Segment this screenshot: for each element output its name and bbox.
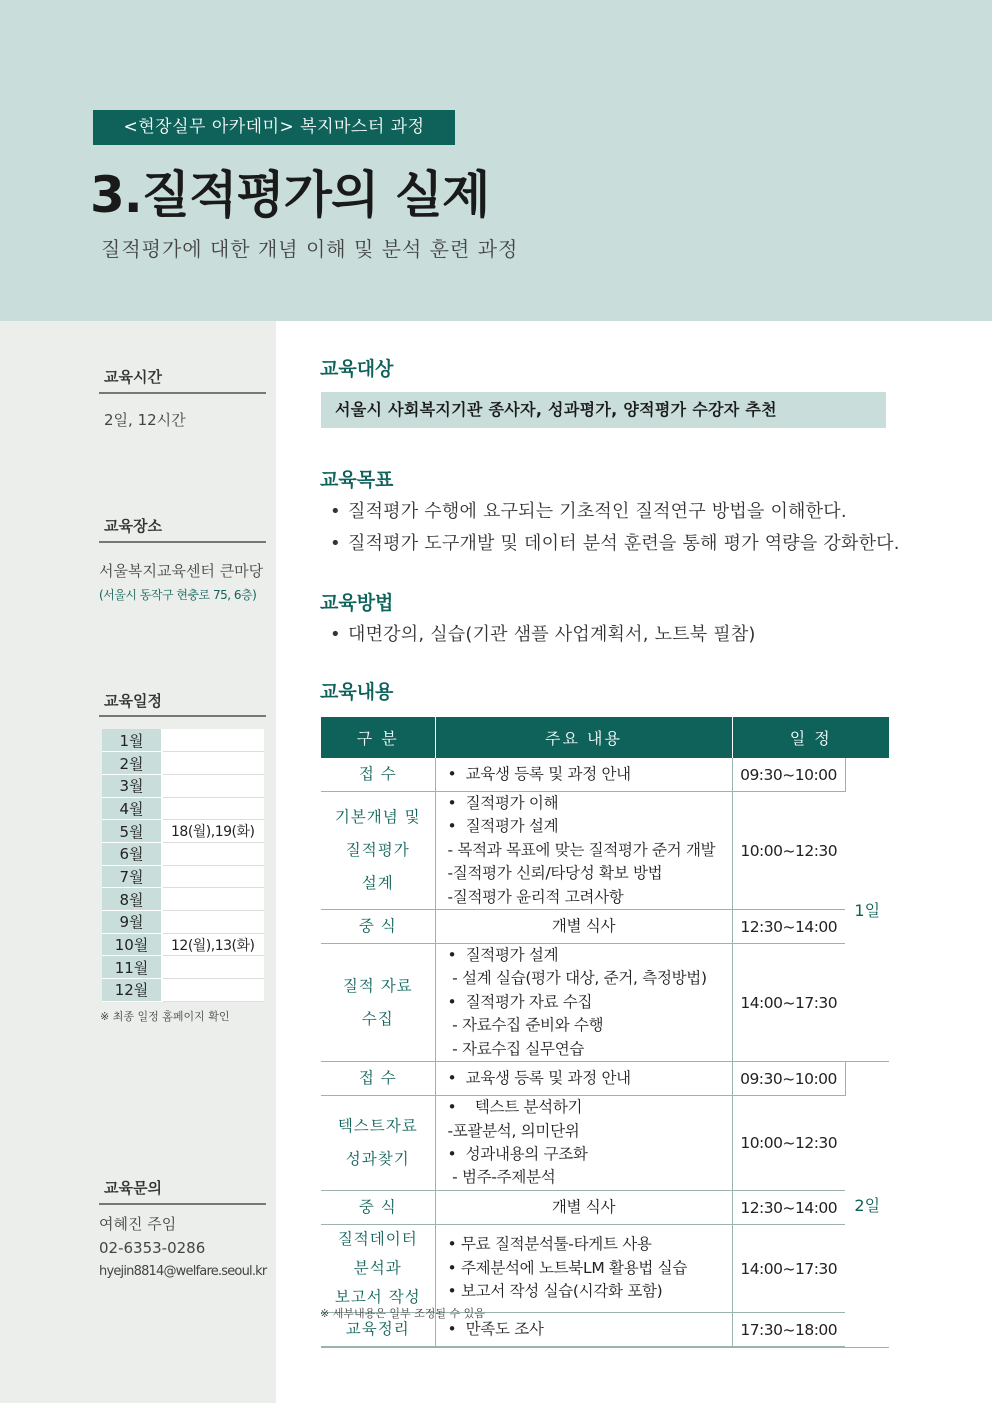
contact-email: hyejin8814@welfare.seoul.kr: [99, 1264, 267, 1279]
schedule-category: 기본개념 및 질적평가 설계: [321, 792, 435, 910]
month-calendar: [102, 729, 264, 1002]
calendar-dates: 18(월),19(화): [162, 820, 264, 843]
schedule-time: 17:30~18:00: [732, 1313, 845, 1348]
calendar-dates: [162, 842, 264, 865]
schedule-category: 질적데이터 분석과 보고서 작성: [321, 1225, 435, 1313]
divider: [99, 715, 266, 717]
goal-item: • 질적평가 도구개발 및 데이터 분석 훈련을 통해 평가 역량을 강화한다.: [330, 533, 900, 554]
place-value: 서울복지교육센터 큰마당: [99, 562, 264, 580]
calendar-dates: [162, 797, 264, 820]
calendar-month: 4월: [102, 797, 162, 820]
schedule-day: 2일: [845, 1062, 889, 1348]
schedule-row: [321, 1096, 889, 1191]
divider: [99, 541, 266, 543]
header-banner: [0, 0, 992, 321]
schedule-time: 14:00~17:30: [732, 944, 845, 1062]
schedule-time: 12:30~14:00: [732, 910, 845, 944]
schedule-table: [321, 717, 889, 1348]
contact-heading: 교육문의: [104, 1179, 162, 1197]
calendar-dates: [162, 911, 264, 934]
calendar-row: [102, 956, 264, 979]
calendar-dates: [162, 956, 264, 979]
target-heading: 교육대상: [320, 358, 394, 380]
content-heading: 교육내용: [320, 681, 394, 703]
column-header: 주요 내용: [435, 717, 732, 758]
schedule-row: [321, 1191, 889, 1225]
divider: [99, 392, 266, 394]
schedule-time: 12:30~14:00: [732, 1191, 845, 1225]
schedule-category: 질적 자료 수집: [321, 944, 435, 1062]
goal-item: • 질적평가 수행에 요구되는 기초적인 질적연구 방법을 이해한다.: [330, 501, 847, 522]
schedule-time: 09:30~10:00: [732, 758, 845, 792]
course-badge: <현장실무 아카데미> 복지마스터 과정: [93, 110, 455, 145]
column-header: 일 정: [732, 717, 889, 758]
schedule-row: [321, 758, 889, 792]
calendar-dates: [162, 888, 264, 911]
method-heading: 교육방법: [320, 592, 394, 614]
calendar-month: 3월: [102, 774, 162, 797]
method-item: • 대면강의, 실습(기관 샘플 사업계획서, 노트북 필참): [330, 624, 756, 645]
schedule-time: 14:00~17:30: [732, 1225, 845, 1313]
schedule-row: [321, 1225, 889, 1313]
calendar-heading: 교육일정: [104, 692, 162, 710]
target-value: 서울시 사회복지기관 종사자, 성과평가, 양적평가 수강자 추천: [321, 392, 886, 428]
calendar-month: 5월: [102, 820, 162, 843]
place-address: (서울시 동작구 현충로 75, 6층): [99, 588, 257, 602]
time-value: 2일, 12시간: [104, 411, 186, 429]
schedule-day: 1일: [845, 758, 889, 1062]
calendar-row: [102, 865, 264, 888]
calendar-note: ※ 최종 일정 홈페이지 확인: [100, 1010, 230, 1023]
schedule-content: • 무료 질적분석툴-타게트 사용 • 주제분석에 노트북LM 활용법 실습 • 보고서 작성 실습(시각화 포함): [435, 1225, 732, 1313]
schedule-category: 중 식: [321, 1191, 435, 1225]
schedule-category: 접 수: [321, 1062, 435, 1096]
schedule-content: • 질적평가 이해 • 질적평가 설계 - 목적과 목표에 맞는 질적평가 준거 개발 -질적평가 신뢰/타당성 확보 방법 -질적평가 윤리적 고려사항: [435, 792, 732, 910]
calendar-row: [102, 842, 264, 865]
schedule-time: 09:30~10:00: [732, 1062, 845, 1096]
calendar-row: [102, 979, 264, 1002]
calendar-month: 9월: [102, 911, 162, 934]
calendar-row: [102, 820, 264, 843]
calendar-month: 11월: [102, 956, 162, 979]
divider: [99, 1203, 266, 1205]
schedule-row: [321, 792, 889, 910]
time-heading: 교육시간: [104, 368, 162, 386]
calendar-month: 12월: [102, 979, 162, 1002]
calendar-dates: 12(월),13(화): [162, 933, 264, 956]
schedule-category: 접 수: [321, 758, 435, 792]
schedule-category: 텍스트자료 성과찾기: [321, 1096, 435, 1191]
calendar-month: 6월: [102, 842, 162, 865]
schedule-content: 개별 식사: [435, 1191, 732, 1225]
place-heading: 교육장소: [104, 517, 162, 535]
calendar-row: [102, 797, 264, 820]
calendar-row: [102, 752, 264, 775]
calendar-month: 10월: [102, 933, 162, 956]
schedule-row: [321, 944, 889, 1062]
calendar-month: 1월: [102, 729, 162, 752]
calendar-row: [102, 729, 264, 752]
page-title: 3.질적평가의 실제: [90, 166, 490, 224]
contact-name: 여혜진 주임: [99, 1215, 177, 1233]
calendar-month: 8월: [102, 888, 162, 911]
calendar-row: [102, 774, 264, 797]
schedule-content: • 텍스트 분석하기 -포괄분석, 의미단위 • 성과내용의 구조화 - 범주-주제분석: [435, 1096, 732, 1191]
schedule-time: 10:00~12:30: [732, 1096, 845, 1191]
schedule-content: • 교육생 등록 및 과정 안내: [435, 1062, 732, 1096]
calendar-dates: [162, 865, 264, 888]
calendar-month: 7월: [102, 865, 162, 888]
schedule-category: 교육정리: [321, 1313, 435, 1348]
contact-phone: 02-6353-0286: [99, 1239, 206, 1257]
calendar-dates: [162, 979, 264, 1002]
calendar-row: [102, 888, 264, 911]
schedule-category: 중 식: [321, 910, 435, 944]
page-subtitle: 질적평가에 대한 개념 이해 및 분석 훈련 과정: [101, 237, 519, 261]
calendar-dates: [162, 752, 264, 775]
schedule-row: [321, 1062, 889, 1096]
calendar-dates: [162, 729, 264, 752]
schedule-content: • 질적평가 설계 - 설계 실습(평가 대상, 준거, 측정방법) • 질적평가 자료 수집 - 자료수집 준비와 수행 - 자료수집 실무연습: [435, 944, 732, 1062]
schedule-row: [321, 910, 889, 944]
calendar-month: 2월: [102, 752, 162, 775]
calendar-row: [102, 933, 264, 956]
schedule-time: 10:00~12:30: [732, 792, 845, 910]
schedule-content: • 만족도 조사: [435, 1313, 732, 1348]
column-header: 구 분: [321, 717, 435, 758]
calendar-row: [102, 911, 264, 934]
schedule-content: • 교육생 등록 및 과정 안내: [435, 758, 732, 792]
content-note: ※ 세부내용은 일부 조정될 수 있음: [320, 1307, 485, 1320]
calendar-dates: [162, 774, 264, 797]
goals-heading: 교육목표: [320, 469, 394, 491]
schedule-content: 개별 식사: [435, 910, 732, 944]
